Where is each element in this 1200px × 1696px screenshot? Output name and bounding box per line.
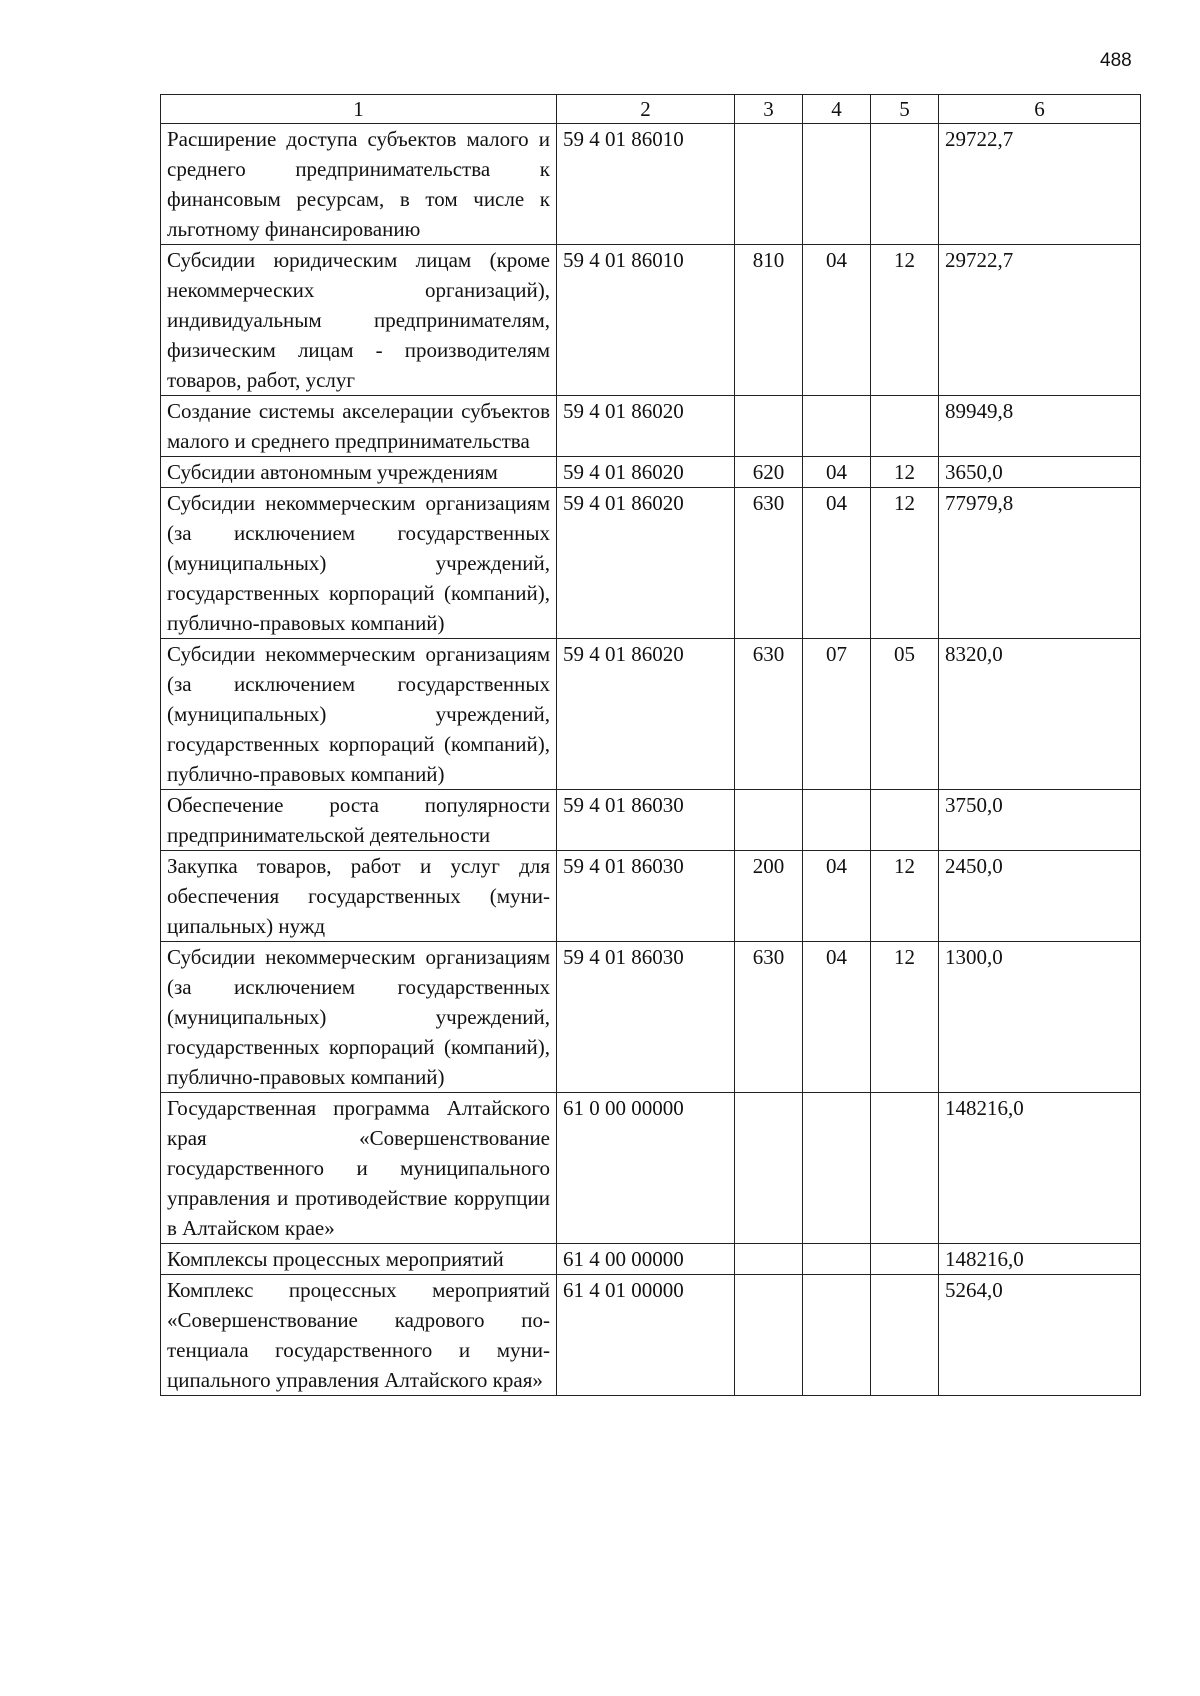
- row-name: Субсидии некоммерческим организациям (за исключением государственных (муниципальных) учреждений, государственных корпораций (компаний), публично-правовых компаний): [161, 488, 557, 639]
- page-number: 488: [1100, 50, 1132, 71]
- row-col-4: [803, 790, 871, 851]
- row-col-5: 12: [871, 942, 939, 1093]
- row-col-4: 04: [803, 457, 871, 488]
- row-col-5: 12: [871, 245, 939, 396]
- row-col-5: [871, 124, 939, 245]
- row-col-3: [735, 124, 803, 245]
- row-col-3: 630: [735, 942, 803, 1093]
- row-col-3: [735, 1275, 803, 1396]
- row-col-3: 630: [735, 488, 803, 639]
- row-col-3: 620: [735, 457, 803, 488]
- row-code: 59 4 01 86020: [557, 639, 735, 790]
- table-row: [161, 639, 1141, 790]
- row-col-4: 04: [803, 851, 871, 942]
- row-col-3: 630: [735, 639, 803, 790]
- row-col-3: 810: [735, 245, 803, 396]
- header-col-5: 5: [871, 95, 939, 124]
- row-code: 59 4 01 86010: [557, 124, 735, 245]
- row-col-4: [803, 396, 871, 457]
- row-amount: 2450,0: [939, 851, 1141, 942]
- table-row: [161, 790, 1141, 851]
- header-col-3: 3: [735, 95, 803, 124]
- row-col-5: [871, 1244, 939, 1275]
- table-row: [161, 1275, 1141, 1396]
- row-col-5: [871, 396, 939, 457]
- table-row: [161, 851, 1141, 942]
- row-col-5: 12: [871, 457, 939, 488]
- row-amount: 1300,0: [939, 942, 1141, 1093]
- table-row: [161, 124, 1141, 245]
- header-col-2: 2: [557, 95, 735, 124]
- header-col-4: 4: [803, 95, 871, 124]
- row-code: 61 0 00 00000: [557, 1093, 735, 1244]
- table-body: [161, 124, 1141, 1396]
- header-row: [161, 95, 1141, 124]
- row-name: Закупка товаров, работ и услуг для обеспечения государственных (муниципальных) нужд: [161, 851, 557, 942]
- row-code: 59 4 01 86020: [557, 396, 735, 457]
- row-col-4: 04: [803, 245, 871, 396]
- row-col-3: [735, 790, 803, 851]
- row-code: 59 4 01 86020: [557, 488, 735, 639]
- row-col-4: [803, 1244, 871, 1275]
- table-row: [161, 488, 1141, 639]
- row-code: 61 4 01 00000: [557, 1275, 735, 1396]
- row-col-3: 200: [735, 851, 803, 942]
- row-name: Обеспечение роста популярности предпринимательской деятельности: [161, 790, 557, 851]
- row-col-4: 04: [803, 488, 871, 639]
- row-amount: 148216,0: [939, 1244, 1141, 1275]
- row-amount: 5264,0: [939, 1275, 1141, 1396]
- row-col-4: 04: [803, 942, 871, 1093]
- row-code: 59 4 01 86020: [557, 457, 735, 488]
- row-name: Государственная программа Алтайского края «Совершенствование государственного и муниципального управления и противодействие коррупции в Алтайском крае»: [161, 1093, 557, 1244]
- row-name: Субсидии некоммерческим организациям (за исключением государственных (муниципальных) учреждений, государственных корпораций (компаний), публично-правовых компаний): [161, 942, 557, 1093]
- row-amount: 3650,0: [939, 457, 1141, 488]
- row-col-5: 05: [871, 639, 939, 790]
- row-code: 59 4 01 86010: [557, 245, 735, 396]
- row-col-3: [735, 396, 803, 457]
- header-col-1: 1: [161, 95, 557, 124]
- row-col-4: [803, 124, 871, 245]
- row-col-5: [871, 1275, 939, 1396]
- table-row: [161, 942, 1141, 1093]
- row-col-5: [871, 790, 939, 851]
- row-name: Расширение доступа субъектов малого и среднего предпринимательства к финансовым ресурсам, в том числе к льготному финансированию: [161, 124, 557, 245]
- row-name: Субсидии юридическим лицам (кроме некоммерческих организаций), индивидуальным предпринимателям, физическим лицам - производителям товаров, работ, услуг: [161, 245, 557, 396]
- table-row: [161, 1093, 1141, 1244]
- row-amount: 29722,7: [939, 245, 1141, 396]
- row-name: Субсидии автономным учреждениям: [161, 457, 557, 488]
- row-amount: 77979,8: [939, 488, 1141, 639]
- row-col-4: [803, 1275, 871, 1396]
- row-amount: 148216,0: [939, 1093, 1141, 1244]
- row-code: 59 4 01 86030: [557, 942, 735, 1093]
- table-row: [161, 396, 1141, 457]
- table-row: [161, 1244, 1141, 1275]
- row-amount: 3750,0: [939, 790, 1141, 851]
- row-name: Создание системы акселерации субъектов малого и среднего предпринимательства: [161, 396, 557, 457]
- row-col-5: 12: [871, 488, 939, 639]
- row-name: Субсидии некоммерческим организациям (за исключением государственных (муниципальных) учреждений, государственных корпораций (компаний), публично-правовых компаний): [161, 639, 557, 790]
- row-amount: 8320,0: [939, 639, 1141, 790]
- row-name: Комплекс процессных мероприятий «Совершенствование кадрового потенциала государственного и муниципального управления Алтайского края»: [161, 1275, 557, 1396]
- row-col-5: 12: [871, 851, 939, 942]
- row-col-4: [803, 1093, 871, 1244]
- header-col-6: 6: [939, 95, 1141, 124]
- row-col-3: [735, 1093, 803, 1244]
- row-col-3: [735, 1244, 803, 1275]
- row-code: 59 4 01 86030: [557, 851, 735, 942]
- row-code: 61 4 00 00000: [557, 1244, 735, 1275]
- row-name: Комплексы процессных мероприятий: [161, 1244, 557, 1275]
- row-code: 59 4 01 86030: [557, 790, 735, 851]
- row-col-4: 07: [803, 639, 871, 790]
- row-amount: 29722,7: [939, 124, 1141, 245]
- table-row: [161, 245, 1141, 396]
- row-amount: 89949,8: [939, 396, 1141, 457]
- table-row: [161, 457, 1141, 488]
- budget-table: [160, 94, 1141, 1396]
- row-col-5: [871, 1093, 939, 1244]
